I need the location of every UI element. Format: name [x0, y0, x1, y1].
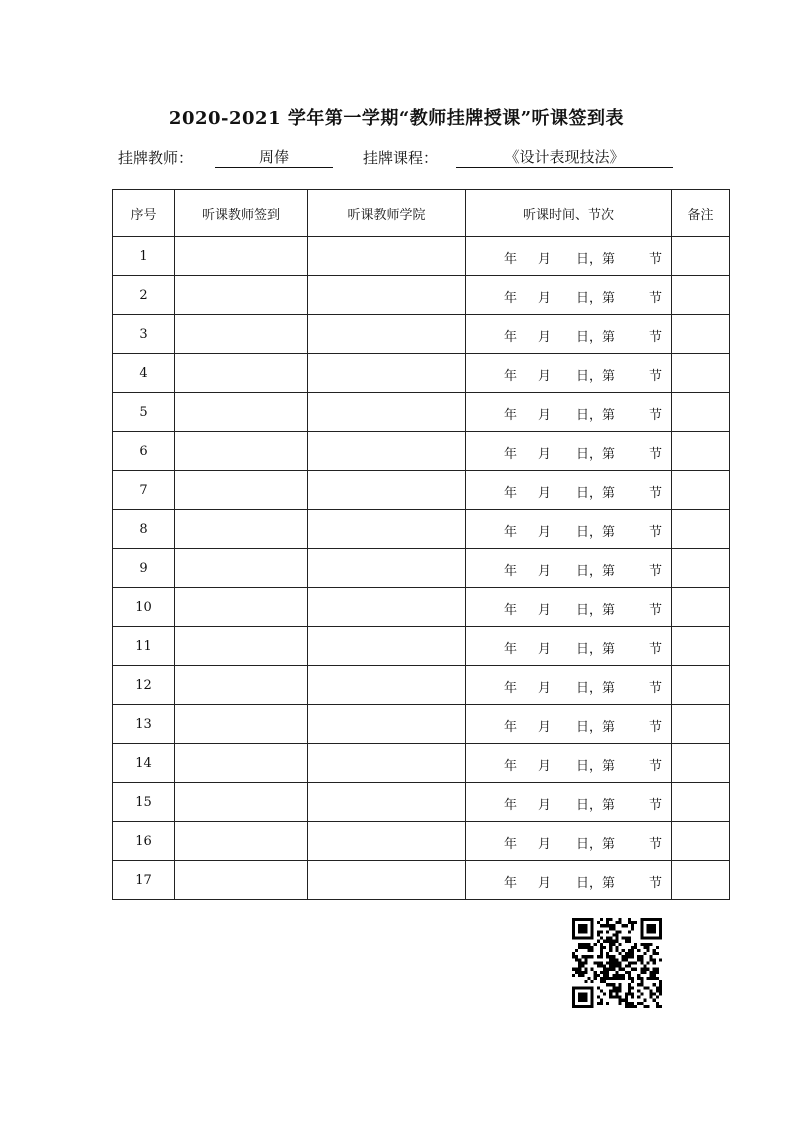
college-cell[interactable] [308, 432, 466, 471]
time-cell[interactable] [466, 549, 672, 588]
date-year-label: 年 [504, 759, 518, 774]
attendance-table [112, 189, 730, 900]
time-cell[interactable] [466, 627, 672, 666]
date-year-label: 年 [504, 525, 518, 540]
signature-cell[interactable] [175, 783, 308, 822]
date-day-label: 日，第 [576, 837, 616, 852]
signature-cell[interactable] [175, 471, 308, 510]
table-row [113, 510, 730, 549]
college-cell[interactable] [308, 666, 466, 705]
row-index: 3 [113, 315, 175, 354]
date-month-label: 月 [538, 876, 552, 891]
date-period-label: 节 [649, 876, 663, 891]
table-row [113, 549, 730, 588]
date-month-label: 月 [538, 603, 552, 618]
date-day-label: 日，第 [576, 759, 616, 774]
time-cell[interactable] [466, 393, 672, 432]
remarks-cell[interactable] [672, 705, 730, 744]
time-cell[interactable] [466, 432, 672, 471]
row-index: 10 [113, 588, 175, 627]
date-month-label: 月 [538, 408, 552, 423]
time-cell[interactable] [466, 315, 672, 354]
college-cell[interactable] [308, 354, 466, 393]
row-index: 1 [113, 237, 175, 276]
row-index: 12 [113, 666, 175, 705]
date-year-label: 年 [504, 681, 518, 696]
college-cell[interactable] [308, 393, 466, 432]
table-row [113, 666, 730, 705]
date-period-label: 节 [649, 564, 663, 579]
table-row [113, 861, 730, 900]
date-period-label: 节 [649, 252, 663, 267]
table-row [113, 705, 730, 744]
time-cell[interactable] [466, 510, 672, 549]
row-index: 14 [113, 744, 175, 783]
date-year-label: 年 [504, 408, 518, 423]
date-period-label: 节 [649, 603, 663, 618]
date-month-label: 月 [538, 642, 552, 657]
signature-cell[interactable] [175, 627, 308, 666]
date-month-label: 月 [538, 447, 552, 462]
date-month-label: 月 [538, 525, 552, 540]
header-index: 序号 [113, 190, 175, 237]
page-title: 2020-2021 学年第一学期“教师挂牌授课”听课签到表 [168, 108, 625, 129]
date-period-label: 节 [649, 837, 663, 852]
remarks-cell[interactable] [672, 744, 730, 783]
remarks-cell[interactable] [672, 627, 730, 666]
college-cell[interactable] [308, 627, 466, 666]
date-day-label: 日，第 [576, 330, 616, 345]
row-index: 17 [113, 861, 175, 900]
table-header-row [113, 190, 730, 237]
date-day-label: 日，第 [576, 603, 616, 618]
signature-cell[interactable] [175, 861, 308, 900]
date-year-label: 年 [504, 330, 518, 345]
time-cell[interactable] [466, 822, 672, 861]
signature-cell[interactable] [175, 666, 308, 705]
header-remarks: 备注 [672, 190, 730, 237]
date-period-label: 节 [649, 642, 663, 657]
date-month-label: 月 [538, 486, 552, 501]
date-month-label: 月 [538, 798, 552, 813]
college-cell[interactable] [308, 705, 466, 744]
remarks-cell[interactable] [672, 393, 730, 432]
time-cell[interactable] [466, 666, 672, 705]
teacher-value[interactable]: 周俸 [215, 147, 333, 168]
row-index: 6 [113, 432, 175, 471]
signature-cell[interactable] [175, 393, 308, 432]
date-period-label: 节 [649, 720, 663, 735]
table-row [113, 783, 730, 822]
qr-code [572, 918, 662, 1008]
time-cell[interactable] [466, 237, 672, 276]
date-period-label: 节 [649, 369, 663, 384]
header-signature: 听课教师签到 [175, 190, 308, 237]
remarks-cell[interactable] [672, 432, 730, 471]
date-period-label: 节 [649, 798, 663, 813]
college-cell[interactable] [308, 822, 466, 861]
signature-cell[interactable] [175, 705, 308, 744]
date-year-label: 年 [504, 252, 518, 267]
time-cell[interactable] [466, 354, 672, 393]
date-year-label: 年 [504, 603, 518, 618]
college-cell[interactable] [308, 783, 466, 822]
date-day-label: 日，第 [576, 525, 616, 540]
date-month-label: 月 [538, 564, 552, 579]
date-year-label: 年 [504, 720, 518, 735]
teacher-label: 挂牌教师： [118, 149, 194, 167]
table-row [113, 432, 730, 471]
date-day-label: 日，第 [576, 720, 616, 735]
date-day-label: 日，第 [576, 291, 616, 306]
date-period-label: 节 [649, 759, 663, 774]
date-year-label: 年 [504, 447, 518, 462]
date-year-label: 年 [504, 564, 518, 579]
table-row [113, 393, 730, 432]
date-period-label: 节 [649, 525, 663, 540]
date-month-label: 月 [538, 252, 552, 267]
college-cell[interactable] [308, 315, 466, 354]
college-cell[interactable] [308, 471, 466, 510]
time-cell[interactable] [466, 471, 672, 510]
date-year-label: 年 [504, 837, 518, 852]
date-period-label: 节 [649, 291, 663, 306]
header-college: 听课教师学院 [308, 190, 466, 237]
date-year-label: 年 [504, 798, 518, 813]
signature-cell[interactable] [175, 822, 308, 861]
remarks-cell[interactable] [672, 861, 730, 900]
date-month-label: 月 [538, 681, 552, 696]
date-year-label: 年 [504, 642, 518, 657]
date-month-label: 月 [538, 369, 552, 384]
header-time: 听课时间、节次 [466, 190, 672, 237]
remarks-cell[interactable] [672, 666, 730, 705]
row-index: 2 [113, 276, 175, 315]
table-row [113, 471, 730, 510]
date-day-label: 日，第 [576, 876, 616, 891]
row-index: 16 [113, 822, 175, 861]
time-cell[interactable] [466, 588, 672, 627]
date-day-label: 日，第 [576, 798, 616, 813]
college-cell[interactable] [308, 510, 466, 549]
date-period-label: 节 [649, 681, 663, 696]
college-cell[interactable] [308, 276, 466, 315]
row-index: 5 [113, 393, 175, 432]
table-row [113, 744, 730, 783]
date-day-label: 日，第 [576, 447, 616, 462]
table-row [113, 276, 730, 315]
signature-cell[interactable] [175, 510, 308, 549]
row-index: 4 [113, 354, 175, 393]
remarks-cell[interactable] [672, 276, 730, 315]
date-day-label: 日，第 [576, 252, 616, 267]
row-index: 11 [113, 627, 175, 666]
date-month-label: 月 [538, 837, 552, 852]
date-day-label: 日，第 [576, 681, 616, 696]
date-period-label: 节 [649, 447, 663, 462]
table-row [113, 588, 730, 627]
date-period-label: 节 [649, 408, 663, 423]
time-cell[interactable] [466, 744, 672, 783]
remarks-cell[interactable] [672, 510, 730, 549]
table-body [113, 237, 730, 900]
remarks-cell[interactable] [672, 549, 730, 588]
date-day-label: 日，第 [576, 564, 616, 579]
time-cell[interactable] [466, 861, 672, 900]
remarks-cell[interactable] [672, 471, 730, 510]
table-row [113, 354, 730, 393]
date-month-label: 月 [538, 720, 552, 735]
date-year-label: 年 [504, 876, 518, 891]
row-index: 9 [113, 549, 175, 588]
date-period-label: 节 [649, 330, 663, 345]
date-year-label: 年 [504, 486, 518, 501]
signature-cell[interactable] [175, 315, 308, 354]
signature-cell[interactable] [175, 588, 308, 627]
signature-cell[interactable] [175, 549, 308, 588]
course-label: 挂牌课程： [363, 149, 439, 167]
time-cell[interactable] [466, 276, 672, 315]
date-day-label: 日，第 [576, 369, 616, 384]
date-day-label: 日，第 [576, 486, 616, 501]
remarks-cell[interactable] [672, 315, 730, 354]
time-cell[interactable] [466, 783, 672, 822]
college-cell[interactable] [308, 549, 466, 588]
course-value[interactable]: 《设计表现技法》 [456, 147, 673, 168]
signature-cell[interactable] [175, 237, 308, 276]
row-index: 13 [113, 705, 175, 744]
date-month-label: 月 [538, 759, 552, 774]
date-year-label: 年 [504, 291, 518, 306]
remarks-cell[interactable] [672, 783, 730, 822]
row-index: 7 [113, 471, 175, 510]
remarks-cell[interactable] [672, 588, 730, 627]
signature-cell[interactable] [175, 744, 308, 783]
remarks-cell[interactable] [672, 822, 730, 861]
signature-cell[interactable] [175, 432, 308, 471]
table-row [113, 237, 730, 276]
date-day-label: 日，第 [576, 642, 616, 657]
table-row [113, 822, 730, 861]
date-year-label: 年 [504, 369, 518, 384]
college-cell[interactable] [308, 588, 466, 627]
college-cell[interactable] [308, 237, 466, 276]
date-period-label: 节 [649, 486, 663, 501]
signature-cell[interactable] [175, 276, 308, 315]
signature-cell[interactable] [175, 354, 308, 393]
remarks-cell[interactable] [672, 354, 730, 393]
remarks-cell[interactable] [672, 237, 730, 276]
row-index: 15 [113, 783, 175, 822]
table-row [113, 315, 730, 354]
date-day-label: 日，第 [576, 408, 616, 423]
row-index: 8 [113, 510, 175, 549]
date-month-label: 月 [538, 291, 552, 306]
time-cell[interactable] [466, 705, 672, 744]
course-info [118, 147, 688, 171]
college-cell[interactable] [308, 861, 466, 900]
college-cell[interactable] [308, 744, 466, 783]
table-row [113, 627, 730, 666]
date-month-label: 月 [538, 330, 552, 345]
